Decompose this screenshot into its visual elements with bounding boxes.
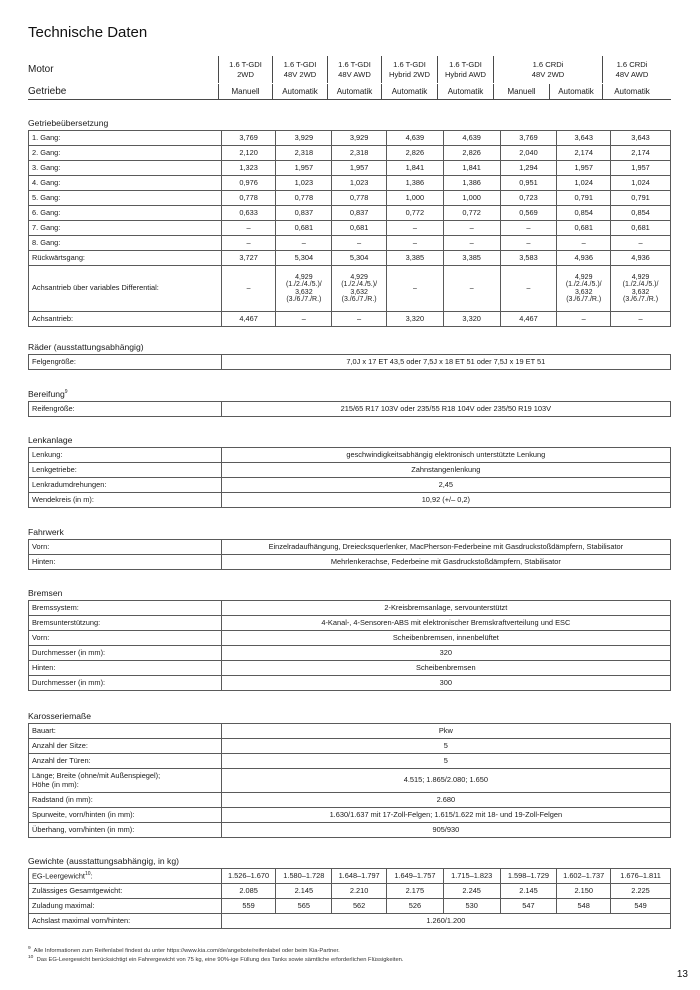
footnote-mark: 10	[28, 955, 34, 960]
value-cell: 1,957	[611, 161, 671, 176]
value-cell: 2,45	[221, 478, 670, 493]
row-label: Zuladung maximal:	[29, 899, 222, 914]
value-cell: 559	[221, 899, 276, 914]
value-cell: –	[276, 312, 332, 327]
table-row	[29, 176, 671, 191]
engine-header	[28, 56, 671, 100]
footnote-text: Das EG-Leergewicht berücksichtigt ein Fahrergewicht von 75 kg, eine 90%-ige Füllung des Tanks sowie sämtliche erforderlichen Flüssigkeiten.	[36, 956, 404, 963]
transmission-cell: Automatik	[381, 84, 437, 99]
value-cell: 526	[387, 899, 444, 914]
value-cell: 3,643	[611, 131, 671, 146]
value-cell: 1,386	[387, 176, 444, 191]
row-label: Zulässiges Gesamtgewicht:	[29, 884, 222, 899]
value-cell: 548	[557, 899, 611, 914]
motor-row	[28, 56, 671, 83]
value-cell: 2,120	[221, 146, 276, 161]
value-cell: 0,778	[332, 191, 387, 206]
row-label: Hinten:	[29, 661, 222, 676]
body-dimensions-table	[28, 723, 671, 838]
section-title-fahrwerk: Fahrwerk	[28, 527, 64, 537]
row-label: Lenkung:	[29, 448, 222, 463]
table-row	[29, 355, 671, 370]
value-cell: 0,681	[611, 221, 671, 236]
value-cell: 905/930	[221, 823, 670, 838]
row-label: Lenkradumdrehungen:	[29, 478, 222, 493]
value-cell: –	[500, 221, 557, 236]
row-label: Durchmesser (in mm):	[29, 646, 222, 661]
value-cell: 1,000	[387, 191, 444, 206]
value-cell: 3,929	[332, 131, 387, 146]
table-row	[29, 478, 671, 493]
table-row	[29, 448, 671, 463]
table-row	[29, 616, 671, 631]
table-row	[29, 555, 671, 570]
engine-header-cell: 1.6 CRDi 48V 2WD	[493, 56, 602, 83]
value-cell: –	[500, 266, 557, 312]
value-cell: 1.526–1.670	[221, 869, 276, 884]
value-cell: 1.648–1.797	[332, 869, 387, 884]
table-row	[29, 493, 671, 508]
table-row	[29, 793, 671, 808]
table-row	[29, 161, 671, 176]
value-cell: 3,320	[387, 312, 444, 327]
value-cell: 5,304	[332, 251, 387, 266]
table-row	[29, 221, 671, 236]
value-cell: 2-Kreisbremsanlage, servounterstützt	[221, 601, 670, 616]
value-cell: 4,467	[221, 312, 276, 327]
footnote-text: Alle Informationen zum Reifenlabel findest du unter https://www.kia.com/de/angebote/reifenlabel oder beim Kia-Partner.	[33, 947, 340, 954]
row-label: Spurweite, vorn/hinten (in mm):	[29, 808, 222, 823]
value-cell: –	[500, 236, 557, 251]
value-cell: 2.085	[221, 884, 276, 899]
value-cell: 3,727	[221, 251, 276, 266]
value-cell: 0,791	[557, 191, 611, 206]
table-row	[29, 146, 671, 161]
value-cell: 4,929 (1./2./4./5.)/ 3,632 (3./6./7./R.)	[557, 266, 611, 312]
value-cell: 1.630/1.637 mit 17-Zoll-Felgen; 1.615/1.622 mit 18- und 19-Zoll-Felgen	[221, 808, 670, 823]
value-cell: Mehrlenkerachse, Federbeine mit Gasdruckstoßdämpfern, Stabilisator	[221, 555, 670, 570]
value-cell: 2.210	[332, 884, 387, 899]
table-row	[29, 899, 671, 914]
row-label: Reifengröße:	[29, 402, 222, 417]
value-cell: 1,841	[387, 161, 444, 176]
table-row	[29, 823, 671, 838]
table-row	[29, 601, 671, 616]
row-label: 8. Gang:	[29, 236, 222, 251]
value-cell: 2,826	[387, 146, 444, 161]
value-cell: 0,681	[332, 221, 387, 236]
row-label: Hinten:	[29, 555, 222, 570]
value-cell: 0,633	[221, 206, 276, 221]
section-title-karosserie: Karosseriemaße	[28, 711, 92, 721]
footnote-9	[28, 946, 340, 954]
value-cell: 1.580–1.728	[276, 869, 332, 884]
value-cell: 3,929	[276, 131, 332, 146]
table-row	[29, 631, 671, 646]
value-cell: 0,681	[557, 221, 611, 236]
value-cell: –	[611, 236, 671, 251]
row-label: Wendekreis (in m):	[29, 493, 222, 508]
row-label: Bremssystem:	[29, 601, 222, 616]
footnote-ref: 10	[85, 870, 91, 877]
value-cell: 0,791	[611, 191, 671, 206]
value-cell: Scheibenbremsen, innenbelüftet	[221, 631, 670, 646]
row-label: Durchmesser (in mm):	[29, 676, 222, 691]
table-row	[29, 236, 671, 251]
value-cell: 3,320	[443, 312, 500, 327]
value-cell: 300	[221, 676, 670, 691]
tyres-table	[28, 401, 671, 417]
value-cell: 5	[221, 754, 670, 769]
value-cell: 1,957	[332, 161, 387, 176]
value-cell: geschwindigkeitsabhängig elektronisch unterstützte Lenkung	[221, 448, 670, 463]
value-cell: –	[557, 236, 611, 251]
table-row	[29, 463, 671, 478]
row-label: 3. Gang:	[29, 161, 222, 176]
value-cell: 4,929 (1./2./4./5.)/ 3,632 (3./6./7./R.)	[332, 266, 387, 312]
row-label: Lenkgetriebe:	[29, 463, 222, 478]
value-cell: Zahnstangenlenkung	[221, 463, 670, 478]
getriebe-row	[28, 84, 671, 100]
weights-table	[28, 868, 671, 929]
table-row	[29, 646, 671, 661]
value-cell: –	[557, 312, 611, 327]
value-cell: 4,936	[557, 251, 611, 266]
value-cell: –	[332, 236, 387, 251]
engine-header-cell: 1.6 CRDi 48V AWD	[602, 56, 661, 83]
value-cell: 562	[332, 899, 387, 914]
value-cell: 5	[221, 739, 670, 754]
value-cell: 4,929 (1./2./4./5.)/ 3,632 (3./6./7./R.)	[611, 266, 671, 312]
row-label: Rückwärtsgang:	[29, 251, 222, 266]
value-cell: 565	[276, 899, 332, 914]
table-row	[29, 312, 671, 327]
value-cell: 1,024	[557, 176, 611, 191]
value-cell: 3,583	[500, 251, 557, 266]
value-cell: 2.175	[387, 884, 444, 899]
value-cell: 0,854	[557, 206, 611, 221]
value-cell: 2,174	[557, 146, 611, 161]
value-cell: 0,569	[500, 206, 557, 221]
value-cell: 4.515; 1.865/2.080; 1.650	[221, 769, 670, 793]
value-cell: 1,323	[221, 161, 276, 176]
value-cell: 1.602–1.737	[557, 869, 611, 884]
wheels-table	[28, 354, 671, 370]
table-row	[29, 191, 671, 206]
table-row	[29, 131, 671, 146]
row-label: 5. Gang:	[29, 191, 222, 206]
value-cell: Scheibenbremsen	[221, 661, 670, 676]
table-row	[29, 808, 671, 823]
value-cell: 1.649–1.757	[387, 869, 444, 884]
value-cell: 4,639	[387, 131, 444, 146]
value-cell: –	[221, 266, 276, 312]
engine-header-cell: 1.6 T-GDI Hybrid 2WD	[381, 56, 437, 83]
value-cell: 215/65 R17 103V oder 235/55 R18 104V oder 235/50 R19 103V	[221, 402, 670, 417]
value-cell: 3,643	[557, 131, 611, 146]
table-row	[29, 739, 671, 754]
row-label: Vorn:	[29, 631, 222, 646]
getriebe-label: Getriebe	[28, 86, 67, 97]
value-cell: 4-Kanal-, 4-Sensoren-ABS mit elektronischer Bremskraftverteilung und ESC	[221, 616, 670, 631]
value-cell: 0,854	[611, 206, 671, 221]
gear-ratio-table	[28, 130, 671, 327]
row-label: 6. Gang:	[29, 206, 222, 221]
value-cell: 2.225	[611, 884, 671, 899]
value-cell: 3,769	[500, 131, 557, 146]
value-cell: 2.145	[276, 884, 332, 899]
value-cell: 2,318	[276, 146, 332, 161]
row-label: Überhang, vorn/hinten (in mm):	[29, 823, 222, 838]
row-label: Radstand (in mm):	[29, 793, 222, 808]
footnote-10	[28, 955, 404, 963]
value-cell: 1,023	[276, 176, 332, 191]
value-cell: –	[443, 221, 500, 236]
motor-label: Motor	[28, 64, 54, 75]
row-label: Bremsunterstützung:	[29, 616, 222, 631]
engine-header-cell: 1.6 T-GDI 48V 2WD	[272, 56, 327, 83]
row-label: 4. Gang:	[29, 176, 222, 191]
value-cell: 0,723	[500, 191, 557, 206]
engine-header-cell: 1.6 T-GDI 2WD	[218, 56, 272, 83]
value-cell: Einzelradaufhängung, Dreiecksquerlenker, MacPherson-Federbeine mit Gasdruckstoßdämpfern, Stabilisator	[221, 540, 670, 555]
value-cell: –	[387, 236, 444, 251]
value-cell: –	[221, 221, 276, 236]
value-cell: Pkw	[221, 724, 670, 739]
row-label: Länge; Breite (ohne/mit Außenspiegel); Höhe (in mm):	[29, 769, 222, 793]
table-row	[29, 914, 671, 929]
row-label: 7. Gang:	[29, 221, 222, 236]
value-cell: 1,023	[332, 176, 387, 191]
value-cell: –	[276, 236, 332, 251]
table-row	[29, 724, 671, 739]
table-row	[29, 884, 671, 899]
table-row	[29, 540, 671, 555]
transmission-cell: Manuell	[493, 84, 549, 99]
value-cell: 2,318	[332, 146, 387, 161]
value-cell: 2,826	[443, 146, 500, 161]
section-title-bereifung: Bereifung$^9$	[28, 389, 68, 399]
value-cell: –	[443, 266, 500, 312]
value-cell: 1.260/1.200	[221, 914, 670, 929]
value-cell: 1,294	[500, 161, 557, 176]
table-row	[29, 206, 671, 221]
value-cell: 2.680	[221, 793, 670, 808]
steering-table	[28, 447, 671, 508]
value-cell: –	[443, 236, 500, 251]
table-row	[29, 402, 671, 417]
section-title-bremsen: Bremsen	[28, 588, 63, 598]
value-cell: 0,951	[500, 176, 557, 191]
value-cell: 0,778	[221, 191, 276, 206]
value-cell: –	[387, 221, 444, 236]
value-cell: –	[611, 312, 671, 327]
value-cell: 3,769	[221, 131, 276, 146]
section-title-raeder: Räder (ausstattungsabhängig)	[28, 342, 144, 352]
value-cell: –	[387, 266, 444, 312]
transmission-cell: Automatik	[602, 84, 661, 99]
value-cell: 0,772	[387, 206, 444, 221]
transmission-cell: Automatik	[549, 84, 602, 99]
value-cell: 0,976	[221, 176, 276, 191]
row-label: EG-Leergewicht$^{10}$:	[29, 869, 222, 884]
row-label: Achslast maximal vorn/hinten:	[29, 914, 222, 929]
value-cell: 1,957	[276, 161, 332, 176]
value-cell: 2,174	[611, 146, 671, 161]
value-cell: 0,772	[443, 206, 500, 221]
row-label: Bauart:	[29, 724, 222, 739]
row-label: Anzahl der Sitze:	[29, 739, 222, 754]
value-cell: 5,304	[276, 251, 332, 266]
table-row	[29, 754, 671, 769]
value-cell: 4,639	[443, 131, 500, 146]
value-cell: 320	[221, 646, 670, 661]
engine-header-cell: 1.6 T-GDI 48V AWD	[327, 56, 381, 83]
value-cell: 7,0J x 17 ET 43,5 oder 7,5J x 18 ET 51 oder 7,5J x 19 ET 51	[221, 355, 670, 370]
value-cell: 2.145	[500, 884, 557, 899]
value-cell: 2,040	[500, 146, 557, 161]
section-title-getriebe: Getriebeübersetzung	[28, 118, 109, 128]
value-cell: 1.598–1.729	[500, 869, 557, 884]
row-label: 1. Gang:	[29, 131, 222, 146]
value-cell: 2.150	[557, 884, 611, 899]
engine-header-cell: 1.6 T-GDI Hybrid AWD	[437, 56, 493, 83]
transmission-cell: Automatik	[272, 84, 327, 99]
value-cell: 10,92 (+/– 0,2)	[221, 493, 670, 508]
row-label: 2. Gang:	[29, 146, 222, 161]
value-cell: 1,841	[443, 161, 500, 176]
value-cell: –	[332, 312, 387, 327]
value-cell: 4,467	[500, 312, 557, 327]
value-cell: 547	[500, 899, 557, 914]
table-row	[29, 769, 671, 793]
footnote-mark: 9	[28, 946, 31, 951]
suspension-table	[28, 539, 671, 570]
brakes-table	[28, 600, 671, 691]
value-cell: 530	[443, 899, 500, 914]
value-cell: –	[221, 236, 276, 251]
value-cell: 3,385	[443, 251, 500, 266]
row-label: Felgengröße:	[29, 355, 222, 370]
table-row	[29, 869, 671, 884]
transmission-cell: Automatik	[437, 84, 493, 99]
value-cell: 1.715–1.823	[443, 869, 500, 884]
row-label: Anzahl der Türen:	[29, 754, 222, 769]
value-cell: 0,837	[332, 206, 387, 221]
value-cell: 0,837	[276, 206, 332, 221]
value-cell: 4,936	[611, 251, 671, 266]
value-cell: 1,386	[443, 176, 500, 191]
page-number: 13	[676, 969, 688, 980]
table-row	[29, 251, 671, 266]
row-label: Vorn:	[29, 540, 222, 555]
value-cell: 1,024	[611, 176, 671, 191]
value-cell: 3,385	[387, 251, 444, 266]
value-cell: 0,681	[276, 221, 332, 236]
row-label: Achsantrieb über variables Differential:	[29, 266, 222, 312]
value-cell: 549	[611, 899, 671, 914]
value-cell: 2.245	[443, 884, 500, 899]
section-title-lenkanlage: Lenkanlage	[28, 435, 73, 445]
page-title: Technische Daten	[28, 24, 148, 41]
transmission-cell: Manuell	[218, 84, 272, 99]
value-cell: 1.676–1.811	[611, 869, 671, 884]
value-cell: 4,929 (1./2./4./5.)/ 3,632 (3./6./7./R.)	[276, 266, 332, 312]
value-cell: 1,000	[443, 191, 500, 206]
section-title-gewichte: Gewichte (ausstattungsabhängig, in kg)	[28, 856, 179, 866]
row-label: Achsantrieb:	[29, 312, 222, 327]
table-row	[29, 266, 671, 312]
table-row	[29, 676, 671, 691]
table-row	[29, 661, 671, 676]
value-cell: 0,778	[276, 191, 332, 206]
value-cell: 1,957	[557, 161, 611, 176]
footnote-ref: 9	[64, 389, 68, 396]
transmission-cell: Automatik	[327, 84, 381, 99]
